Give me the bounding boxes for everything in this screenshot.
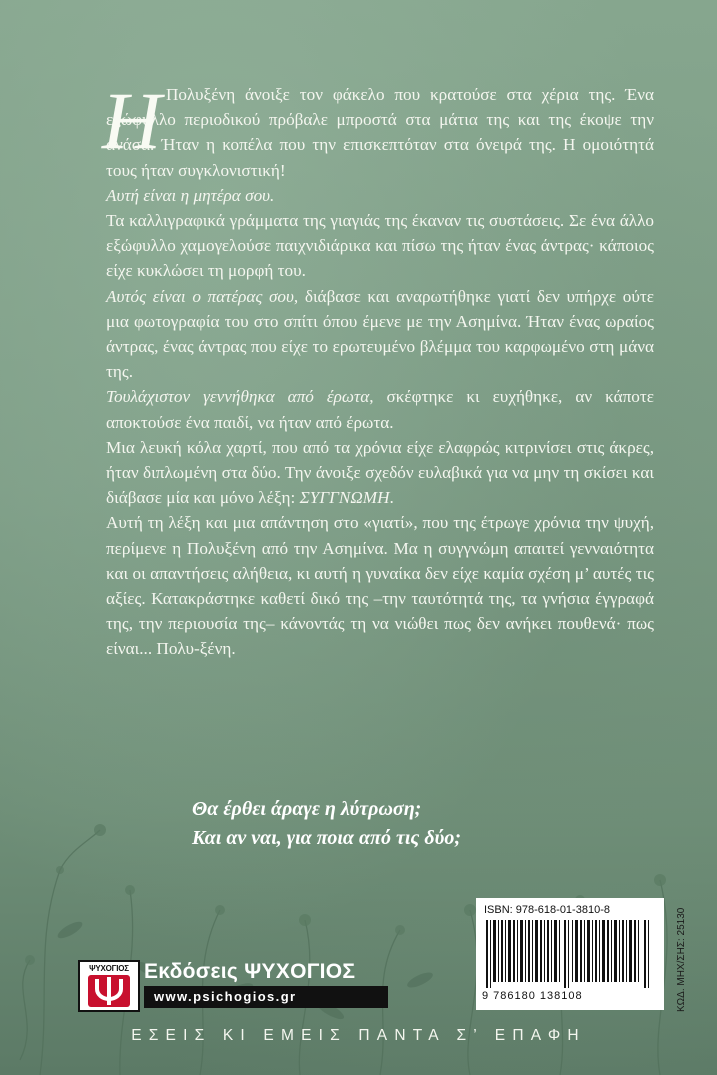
barcode-bars-icon (486, 920, 654, 988)
paragraph-1: Πολυξένη άνοιξε τον φάκελο που κρατούσε στα χέρια της. Ένα εξώφυλλο περιοδικού πρόβαλε μπροστά στα μάτια της και της έκοψε την ανάσα. Ήταν η κοπέλα που την επισκεπτόταν στα όνειρά της. Η ομοιότητά τους ήταν συγκλονιστική! (106, 85, 654, 180)
paragraph-3: Τα καλλιγραφικά γράμματα της γιαγιάς της έκαναν τις συστάσεις. Σε ένα άλλο εξώφυλλο χαμογελούσε παιχνιδιάρικα και πίσω της ήταν ένας άντρας· κάποιος είχε κυκλώσει τη μορφή του. (106, 211, 654, 281)
drop-cap: Η (102, 75, 162, 166)
barcode-digits: 9 786180 138108 (482, 990, 583, 1002)
barcode (476, 898, 664, 1010)
closing-question (192, 795, 612, 853)
paragraph-7: Αυτή τη λέξη και μια απάντηση στο «γιατί», που της έτρωγε χρόνια την ψυχή, περίμενε η Πολυξένη από την Ασημίνα. Μα η συγγνώμη απαιτεί γενναιότητα και οι απαντήσεις αλήθεια, κι αυτή η γυναίκα δεν είχε καμία σχέση μ’ αυτές τις αξίες. Κατακράστηκε καθετί δικό της –την ταυτότητά της, τα γνήσια έγγραφά της, την περιουσία της– κάνοντάς τη να νιώθει πως δεν ανήκει πουθενά· πως είναι... Πολυ-ξένη. (106, 513, 654, 659)
paragraph-4: Αυτός είναι ο πατέρας σου, διάβασε και αναρωτήθηκε γιατί δεν υπήρχε ούτε μια φωτογραφία του στο σπίτι όπου έμενε με την Ασημίνα. Ήταν ένας ωραίος άντρας, ένας άντρας που είχε το ερωτευμένο βλέμμα του καρφωμένο στη μάνα της. (106, 286, 654, 382)
product-code: ΚΩΔ. ΜΗΧ/ΣΗΣ: 25130 (676, 907, 687, 1012)
tagline: ΕΣΕΙΣ ΚΙ ΕΜΕΙΣ ΠΑΝΤΑ Σ’ ΕΠΑΦΗ (131, 1027, 586, 1044)
paragraph-6: Μια λευκή κόλα χαρτί, που από τα χρόνια είχε ελαφρώς κιτρινίσει στις άκρες, ήταν διπλωμένη στα δύο. Την άνοιξε σχεδόν ευλαβικά για να μην τη σκίσει και διάβασε μία και μόνο λέξη: ΣΥΓΓΝΩΜΗ. (106, 437, 654, 508)
logo-badge-label: ΨΥΧΟΓΙΟΣ (89, 964, 129, 973)
paragraph-5: Τουλάχιστον γεννήθηκα από έρωτα, σκέφτηκε κι ευχήθηκε, αν κάποτε αποκτούσε ένα παιδί, να ήταν από έρωτα. (106, 387, 654, 432)
isbn-label: ISBN: 978-618-01-3810-8 (484, 904, 610, 916)
publisher-url[interactable]: www.psichogios.gr (154, 989, 297, 1004)
blurb (102, 75, 654, 662)
psi-logo-icon (78, 960, 140, 1012)
closing-line-1: Θα έρθει άραγε η λύτρωση; (192, 798, 422, 820)
publisher-name: Εκδόσεις ΨΥΧΟΓΙΟΣ (144, 960, 356, 983)
publisher-url-bar (144, 986, 388, 1008)
paragraph-2: Αυτή είναι η μητέρα σου. (106, 185, 275, 205)
publisher-logo[interactable] (78, 960, 388, 1008)
closing-line-2: Και αν ναι, για ποια από τις δύο; (192, 827, 462, 849)
